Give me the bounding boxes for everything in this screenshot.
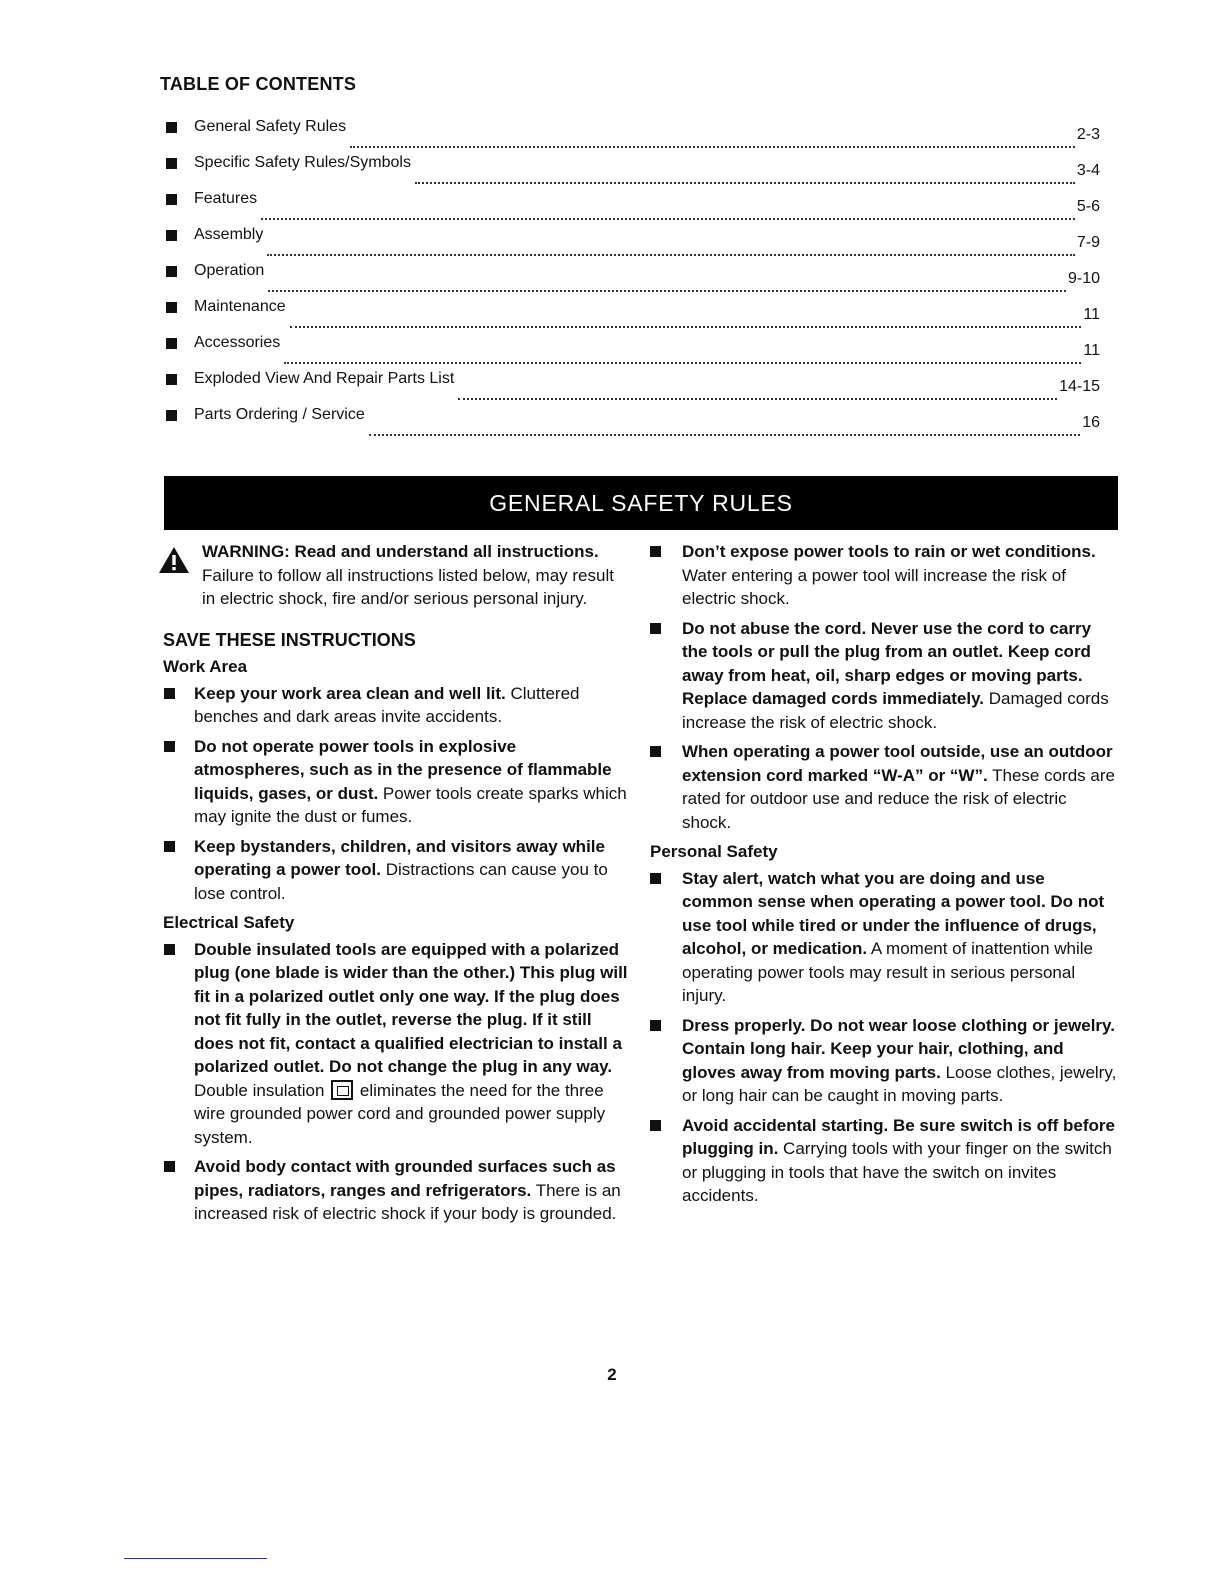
personal-safety-heading: Personal Safety	[650, 842, 778, 861]
bullet-square-icon	[166, 194, 177, 205]
toc-entry-pages: 3-4	[1076, 162, 1100, 179]
toc-entry-pages: 2-3	[1076, 126, 1100, 143]
section-banner	[164, 476, 1118, 530]
bullet-square-icon	[166, 158, 177, 169]
toc-entry[interactable]	[166, 298, 1100, 334]
rule-bold-text: Double insulated tools are equipped with a polarized plug (one blade is wider than the other.) This plug will fit in a polarized outlet only one way. If the plug does not fit fully in the outlet, reverse the plug. If it still does not fit, contact a qualified electrician to install a polarized outlet. Do not change the plug in any way.	[194, 939, 628, 1076]
toc-entry-label: Parts Ordering / Service	[194, 406, 365, 423]
toc-entry[interactable]	[166, 226, 1100, 262]
toc-entry[interactable]	[166, 406, 1100, 442]
toc-entry[interactable]	[166, 262, 1100, 298]
safety-rule	[158, 735, 628, 829]
safety-rule	[648, 540, 1118, 611]
bullet-square-icon	[164, 1161, 175, 1172]
rule-text: A moment of inattention while operating power tools may result in serious personal injury.	[682, 939, 1093, 1005]
toc-dot-leader	[369, 434, 1080, 436]
rule-bold-text: Keep bystanders, children, and visitors away while operating a power tool.	[194, 836, 605, 879]
bullet-square-icon	[650, 1020, 661, 1031]
toc-entry-label: Exploded View And Repair Parts List	[194, 370, 455, 387]
safety-rule	[158, 835, 628, 906]
toc-entry-label: Operation	[194, 262, 265, 279]
page-number: 2	[607, 1365, 617, 1384]
toc-entry[interactable]	[166, 118, 1100, 154]
rule-bold-text: Don’t expose power tools to rain or wet conditions.	[682, 542, 1096, 561]
toc-entry-pages: 7-9	[1076, 234, 1100, 251]
bullet-square-icon	[164, 741, 175, 752]
bullet-square-icon	[650, 546, 661, 557]
safety-rule	[648, 617, 1118, 735]
toc-entry-label: Specific Safety Rules/Symbols	[194, 154, 411, 171]
rule-text: There is an increased risk of electric shock if your body is grounded.	[194, 1180, 621, 1223]
toc-list	[166, 118, 1100, 442]
rule-bold-text: Dress properly. Do not wear loose clothing or jewelry. Contain long hair. Keep your hair, clothing, and gloves away from moving parts.	[682, 1015, 1115, 1082]
bullet-square-icon	[166, 374, 177, 385]
double-insulation-icon	[331, 1080, 353, 1100]
bullet-square-icon	[164, 688, 175, 699]
rule-text: Cluttered benches and dark areas invite accidents.	[194, 683, 580, 726]
toc-dot-leader	[415, 182, 1075, 184]
rule-text: eliminates the need for the three wire grounded power cord and grounded power supply system.	[194, 1080, 606, 1147]
rule-bold-text: Stay alert, watch what you are doing and use common sense when operating a power tool. Do not use tool while tired or under the influence of drugs, alcohol, or medication.	[682, 868, 1105, 958]
rule-text: Loose clothes, jewelry, or long hair can be caught in moving parts.	[682, 1062, 1117, 1105]
toc-dot-leader	[290, 326, 1082, 328]
bullet-square-icon	[164, 944, 175, 955]
right-column	[648, 540, 1118, 1214]
rule-bold-text: When operating a power tool outside, use an outdoor extension cord marked “W-A” or “W”.	[682, 742, 1113, 785]
bullet-square-icon	[166, 122, 177, 133]
warning-bold-text: WARNING: Read and understand all instructions.	[202, 542, 599, 561]
toc-dot-leader	[267, 254, 1075, 256]
warning-text: Failure to follow all instructions listed below, may result in electric shock, fire and/or serious personal injury.	[202, 565, 614, 608]
warning-triangle-icon	[158, 546, 190, 574]
safety-rule	[158, 1155, 628, 1226]
safety-rule	[648, 740, 1118, 834]
toc-dot-leader	[350, 146, 1075, 148]
toc-entry[interactable]	[166, 370, 1100, 406]
safety-rule	[158, 938, 628, 1150]
bullet-square-icon	[166, 338, 177, 349]
rule-bold-text: Avoid accidental starting. Be sure switch is off before plugging in.	[682, 1115, 1115, 1158]
bullet-square-icon	[650, 1120, 661, 1131]
toc-dot-leader	[268, 290, 1066, 292]
left-column	[158, 540, 628, 1232]
toc-entry-label: Assembly	[194, 226, 264, 243]
safety-rule	[648, 1014, 1118, 1108]
toc-entry-label: Maintenance	[194, 298, 286, 315]
rule-bold-text: Avoid body contact with grounded surfaces such as pipes, radiators, ranges and refrigerators.	[194, 1157, 616, 1200]
section-title: GENERAL SAFETY RULES	[489, 489, 793, 516]
bullet-square-icon	[164, 841, 175, 852]
toc-entry-pages: 14-15	[1059, 378, 1100, 395]
rule-text: Carrying tools with your finger on the switch or plugging in tools that have the switch on invites accidents.	[682, 1139, 1112, 1205]
toc-entry[interactable]	[166, 334, 1100, 370]
rule-text: Damaged cords increase the risk of electric shock.	[682, 689, 1109, 732]
bullet-square-icon	[166, 410, 177, 421]
toc-dot-leader	[458, 398, 1057, 400]
toc-entry[interactable]	[166, 190, 1100, 226]
warning-block	[158, 540, 628, 611]
rule-bold-text: Keep your work area clean and well lit.	[194, 683, 506, 703]
safety-rule	[648, 1114, 1118, 1208]
toc-title: TABLE OF CONTENTS	[160, 74, 357, 94]
toc-entry-pages: 11	[1083, 342, 1100, 359]
bullet-square-icon	[650, 873, 661, 884]
safety-rule	[158, 682, 628, 729]
rule-text: Double insulation	[194, 1080, 325, 1100]
rule-bold-text: Do not operate power tools in explosive atmospheres, such as in the presence of flammable liquids, gases, or dust.	[194, 736, 612, 803]
rule-text: Water entering a power tool will increase the risk of electric shock.	[682, 565, 1066, 608]
bullet-square-icon	[166, 266, 177, 277]
work-area-heading: Work Area	[163, 657, 248, 676]
toc-entry-pages: 11	[1083, 306, 1100, 323]
save-instructions-heading: SAVE THESE INSTRUCTIONS	[163, 629, 416, 650]
rule-text: Distractions can cause you to lose control.	[194, 860, 608, 903]
toc-entry-pages: 9-10	[1067, 270, 1100, 287]
toc-entry-label: General Safety Rules	[194, 118, 347, 135]
toc-entry-pages: 16	[1082, 414, 1100, 431]
bullet-square-icon	[650, 623, 661, 634]
bullet-square-icon	[650, 746, 661, 757]
toc-entry-label: Features	[194, 190, 258, 207]
bullet-square-icon	[166, 230, 177, 241]
toc-entry[interactable]	[166, 154, 1100, 190]
toc-entry-pages: 5-6	[1076, 198, 1100, 215]
bottom-divider	[124, 1558, 267, 1559]
toc-entry-label: Accessories	[194, 334, 281, 351]
rule-text: Power tools create sparks which may ignite the dust or fumes.	[194, 783, 627, 826]
electrical-safety-heading: Electrical Safety	[163, 913, 295, 932]
toc-dot-leader	[261, 218, 1075, 220]
rule-bold-text: Do not abuse the cord. Never use the cord to carry the tools or pull the plug from an outlet. Keep cord away from heat, oil, sharp edges or moving parts. Replace damaged cords immediately.	[682, 618, 1092, 708]
safety-rule	[648, 867, 1118, 1008]
rule-text: These cords are rated for outdoor use and reduce the risk of electric shock.	[682, 765, 1115, 832]
toc-dot-leader	[284, 362, 1081, 364]
bullet-square-icon	[166, 302, 177, 313]
